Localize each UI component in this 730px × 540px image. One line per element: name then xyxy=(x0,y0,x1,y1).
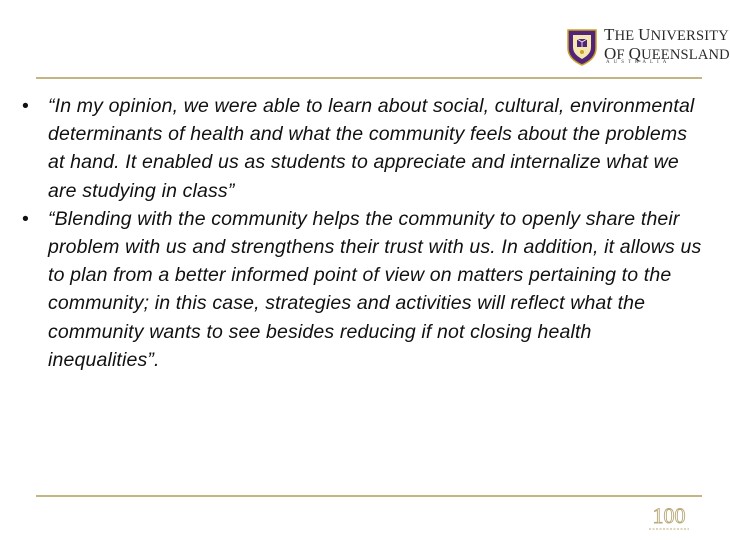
uq-logo xyxy=(566,24,730,70)
quote-list xyxy=(22,92,702,374)
quote-text: “Blending with the community helps the community to openly share their problem with us and strengthens their trust with us. In addition, it allows us to plan from a better informed point of view on matters pertaining to the community; in this case, strategies and activities will reflect what the community wants to see besides reducing if not closing health inequalities”. xyxy=(48,207,702,371)
centenary-100-logo-icon xyxy=(645,503,693,535)
bullet-icon: • xyxy=(22,95,29,117)
header-divider xyxy=(36,77,702,79)
uq-crest-icon xyxy=(566,28,598,66)
university-country: AUSTRALIA xyxy=(606,60,671,65)
centenary-number: 100 xyxy=(652,503,686,528)
quote-item xyxy=(22,205,702,374)
bullet-icon: • xyxy=(22,207,29,230)
footer-divider xyxy=(36,495,702,497)
slide-content xyxy=(22,92,702,374)
university-name: THE UNIVERSITY OF QUEENSLAND xyxy=(604,25,730,63)
quote-text: “In my opinion, we were able to learn about social, cultural, environmental determinants of health and what the community feels about the problems at hand. It enabled us as students to appreciate and internalize what we are studying in class” xyxy=(48,95,695,202)
quote-item xyxy=(22,92,702,205)
